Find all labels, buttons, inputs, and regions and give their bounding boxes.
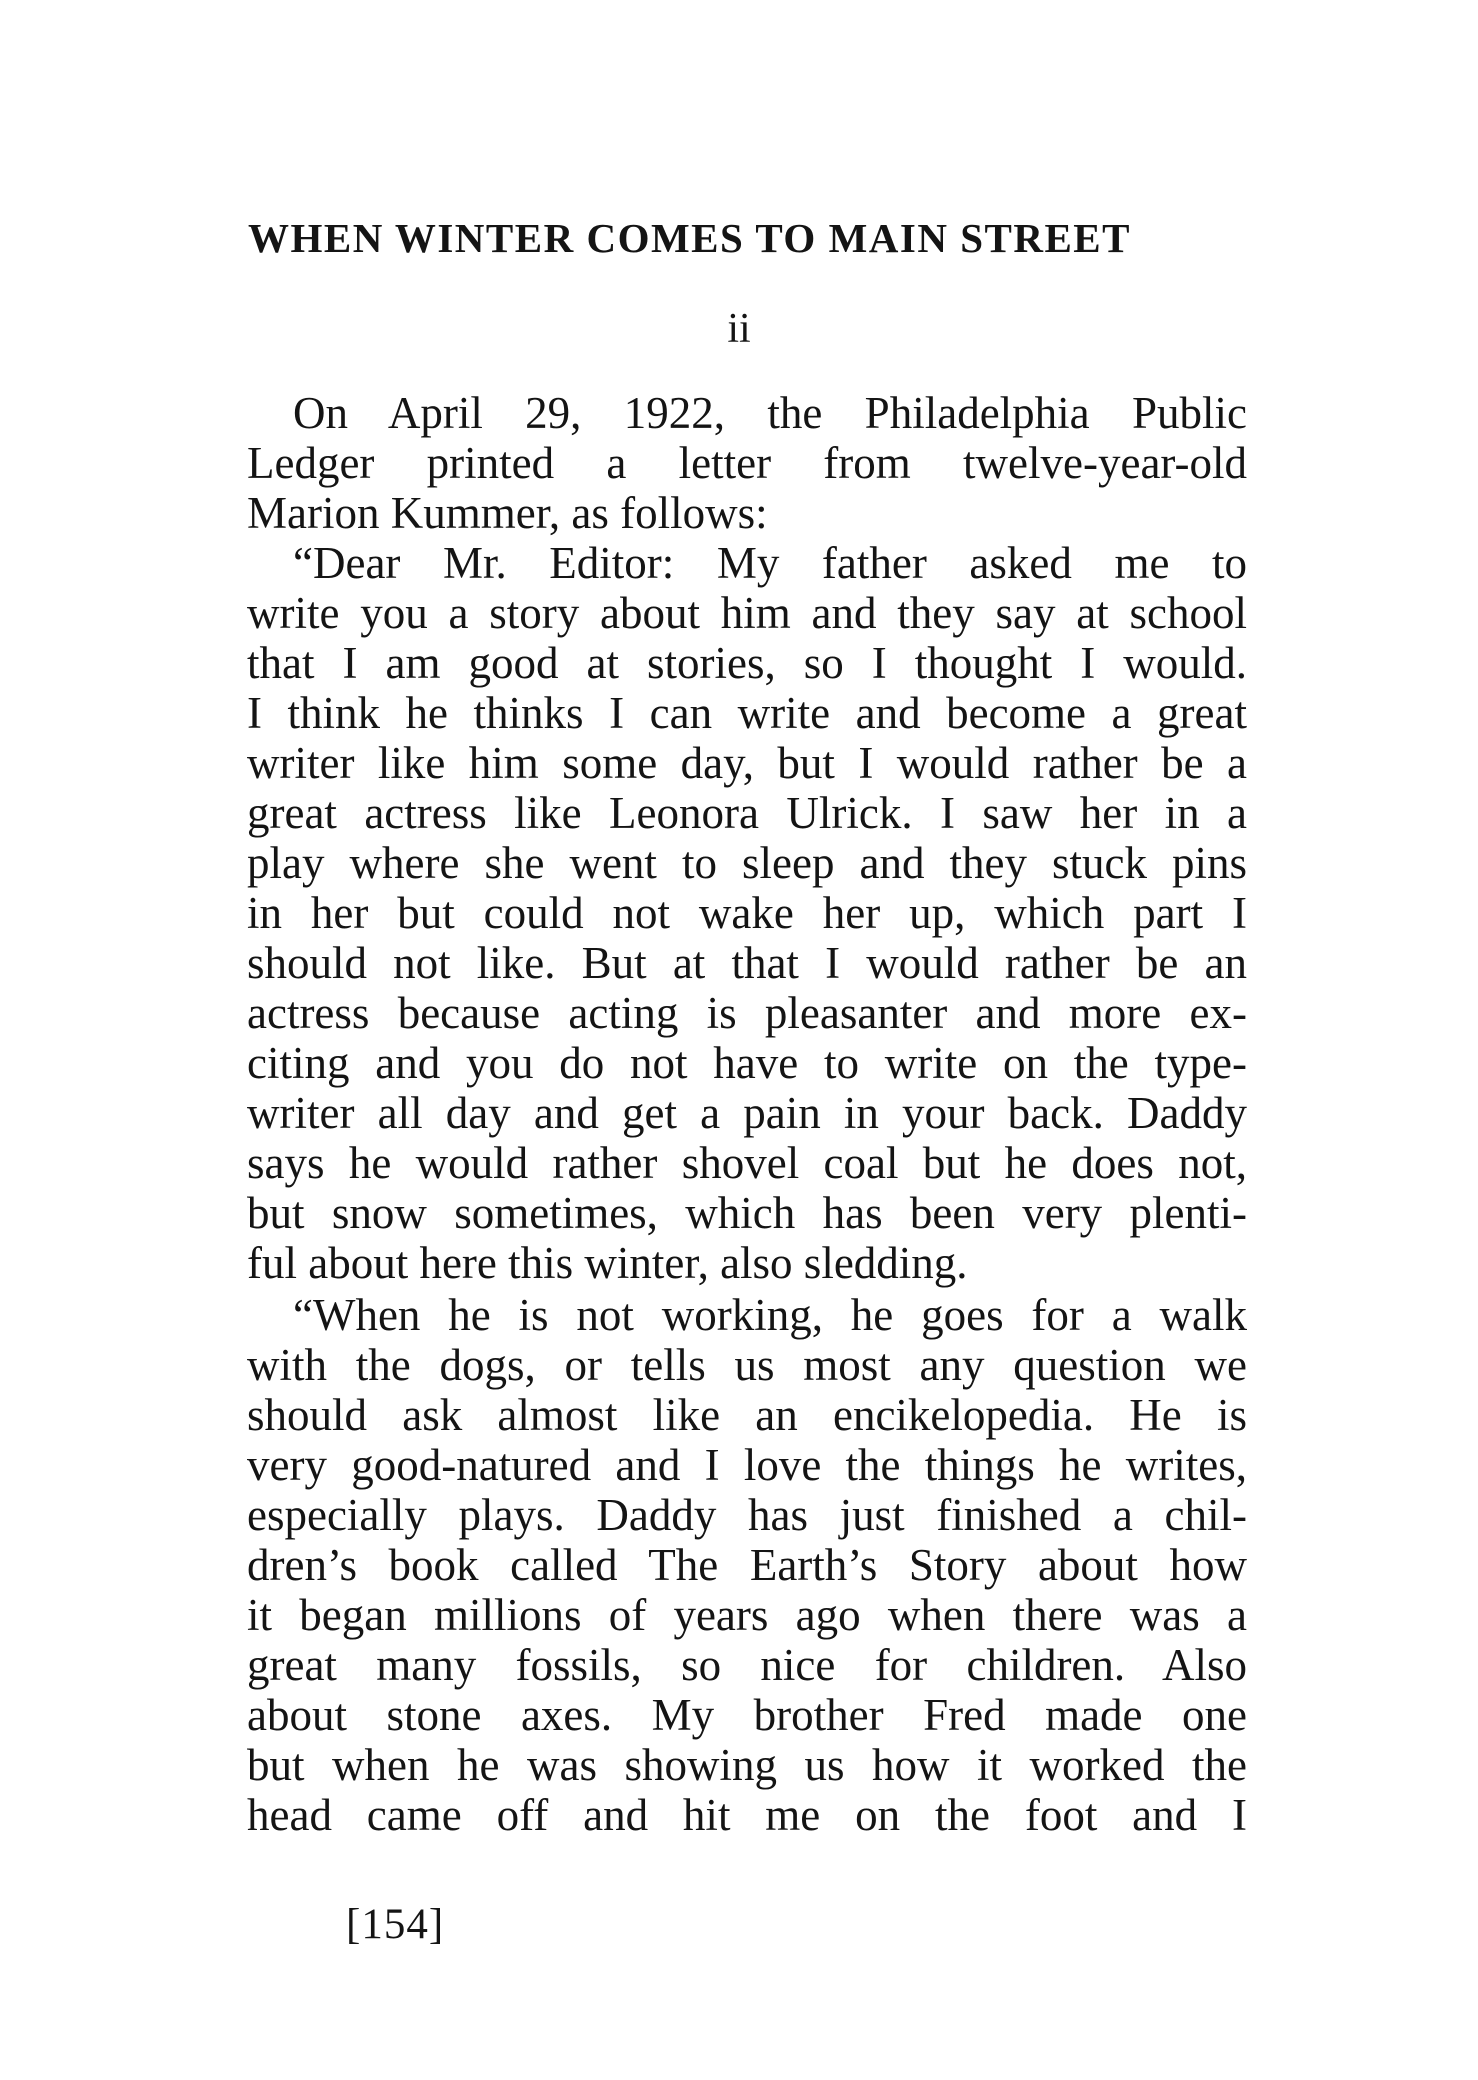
text-line: should not like. But at that I would rather be an [247,938,1247,988]
text-line: great many fossils, so nice for children. Also [247,1640,1247,1690]
page-number: [154] [346,1901,445,1948]
text-line: should ask almost like an encikelopedia. He is [247,1390,1247,1440]
text-line: “Dear Mr. Editor: My father asked me to [293,538,1247,588]
text-line: Ledger printed a letter from twelve-year-old [247,438,1247,488]
text-line: play where she went to sleep and they stuck pins [247,838,1247,888]
text-line: writer all day and get a pain in your back. Daddy [247,1088,1247,1138]
text-line: that I am good at stories, so I thought I would. [247,638,1247,688]
text-line: citing and you do not have to write on the type- [247,1038,1247,1088]
running-head: WHEN WINTER COMES TO MAIN STREET [248,215,1131,261]
text-line: especially plays. Daddy has just finished a chil- [247,1490,1247,1540]
text-line: writer like him some day, but I would rather be a [247,738,1247,788]
text-line: head came off and hit me on the foot and I [247,1790,1247,1840]
text-line: about stone axes. My brother Fred made one [247,1690,1247,1740]
text-line: but when he was showing us how it worked the [247,1740,1247,1790]
text-line: in her but could not wake her up, which part I [247,888,1247,938]
text-line: but snow sometimes, which has been very plenti- [247,1188,1247,1238]
section-number: ii [727,306,751,352]
text-line: ful about here this winter, also sledding. [247,1238,968,1288]
text-line: write you a story about him and they say at school [247,588,1247,638]
text-line: with the dogs, or tells us most any question we [247,1340,1247,1390]
text-line: I think he thinks I can write and become a great [247,688,1247,738]
text-line: Marion Kummer, as follows: [247,488,768,538]
text-line: says he would rather shovel coal but he does not, [247,1138,1247,1188]
text-line: On April 29, 1922, the Philadelphia Public [293,388,1247,438]
text-line: dren’s book called The Earth’s Story about how [247,1540,1247,1590]
text-line: very good-natured and I love the things he writes, [247,1440,1247,1490]
text-line: actress because acting is pleasanter and more ex- [247,988,1247,1038]
text-line: great actress like Leonora Ulrick. I saw her in a [247,788,1247,838]
text-line: “When he is not working, he goes for a walk [293,1290,1247,1340]
text-line: it began millions of years ago when there was a [247,1590,1247,1640]
